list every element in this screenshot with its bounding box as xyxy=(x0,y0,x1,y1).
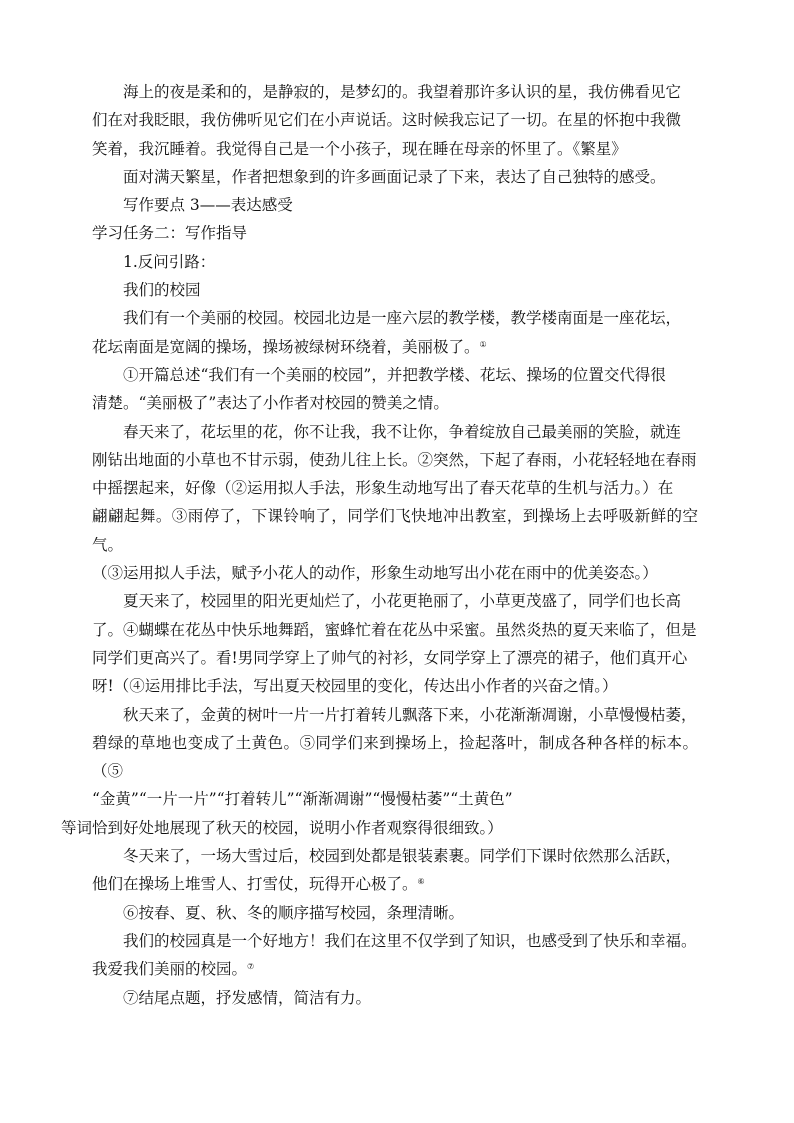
footnote-marker: ⑦ xyxy=(247,962,255,972)
annotation-6 xyxy=(92,899,698,927)
footnote-marker: ⑥ xyxy=(417,877,425,887)
text-line: 秋天来了，金黄的树叶一片一片打着转儿飘落下来，小花渐渐凋谢，小草慢慢枯萎， xyxy=(123,705,697,724)
text-line: 们在对我眨眼，我仿佛听见它们在小声说话。这时候我忘记了一切。在星的怀抱中我微 xyxy=(92,111,682,130)
text-line: 我们有一个美丽的校园。校园北边是一座六层的教学楼，教学楼南面是一座花坛， xyxy=(123,309,682,328)
text-line: 我们的校园 xyxy=(123,281,201,300)
text-line: 我爱我们美丽的校园。 xyxy=(92,960,248,979)
text-line: 春天来了，花坛里的花，你不让我，我不让你，争着绽放自己最美丽的笑脸，就连 xyxy=(123,422,682,441)
writing-point-heading xyxy=(92,191,698,219)
text-line: 海上的夜是柔和的，是静寂的，是梦幻的。我望着那许多认识的星，我仿佛看见它 xyxy=(123,83,682,101)
text-line: 刚钻出地面的小草也不甘示弱，使劲儿往上长。②突然，下起了春雨，小花轻轻地在春雨 xyxy=(92,450,697,469)
text-line: 我们的校园真是一个好地方！我们在这里不仅学到了知识，也感受到了快乐和幸福。 xyxy=(123,931,697,950)
text-line: 碧绿的草地也变成了土黄色。⑤同学们来到操场上，捡起落叶，制成各种各样的标本。（⑤ xyxy=(92,733,698,781)
text-line: 同学们更高兴了。看!男同学穿上了帅气的衬衫，女同学穿上了漂亮的裙子，他们真开心 xyxy=(92,648,688,667)
subheading-rhetorical xyxy=(92,248,698,276)
text-line: 面对满天繁星，作者把想象到的许多画面记录了下来，表达了自己独特的感受。 xyxy=(123,167,666,186)
essay-paragraph-spring xyxy=(92,418,698,588)
text-line: 等词恰到好处地展现了秋天的校园，说明小作者观察得很细致。） xyxy=(61,818,503,837)
text-line: 翩翩起舞。③雨停了，下课铃响了，同学们飞快地冲出教室，到操场上去呼吸新鲜的空气。 xyxy=(92,507,698,554)
annotation-7 xyxy=(92,984,698,1012)
text-line: 花坛南面是宽阔的操场，操场被绿树环绕着，美丽极了。 xyxy=(92,337,480,356)
text-line: ⑦结尾点题，抒发感情，简洁有力。 xyxy=(123,988,372,1007)
document-page xyxy=(61,78,698,1012)
text-line: 夏天来了，校园里的阳光更灿烂了，小花更艳丽了，小草更茂盛了，同学们也长高 xyxy=(123,592,682,611)
text-line: 冬天来了，一场大雪过后，校园到处都是银装素裹。同学们下课时依然那么活跃， xyxy=(123,847,682,866)
task-heading xyxy=(92,219,698,247)
text-line: 写作要点 3——表达感受 xyxy=(123,196,293,215)
text-line: 呀!（④运用排比手法，写出夏天校园里的变化，传达出小作者的兴奋之情。） xyxy=(92,677,618,696)
essay-paragraph-intro xyxy=(92,304,698,361)
text-line: ⑥按春、夏、秋、冬的顺序描写校园，条理清晰。 xyxy=(123,903,465,922)
text-line: “金黄”“一片一片”“打着转儿”“渐渐凋谢”“慢慢枯萎”“土黄色” xyxy=(92,790,513,809)
text-line: ①开篇总述“我们有一个美丽的校园”，并把教学楼、花坛、操场的位置交代得很 xyxy=(123,365,666,384)
essay-title xyxy=(92,276,698,304)
text-line: 1.反问引路： xyxy=(123,252,216,271)
essay-paragraph-autumn xyxy=(61,701,698,842)
text-line: 清楚。“美丽极了”表达了小作者对校园的赞美之情。 xyxy=(92,394,449,413)
text-line: 学习任务二：写作指导 xyxy=(92,224,248,243)
paragraph-fanxing-quote xyxy=(92,78,698,163)
essay-paragraph-conclusion xyxy=(92,927,698,984)
footnote-marker: ① xyxy=(479,339,487,349)
text-line: 笑着，我沉睡着。我觉得自己是一个小孩子，现在睡在母亲的怀里了。《繁星》 xyxy=(92,139,627,158)
text-line: 他们在操场上堆雪人、打雪仗，玩得开心极了。 xyxy=(92,875,418,894)
paragraph-fanxing-comment xyxy=(92,163,698,191)
essay-paragraph-summer xyxy=(92,587,698,700)
text-line: （③运用拟人手法，赋予小花人的动作，形象生动地写出小花在雨中的优美姿态。） xyxy=(92,564,658,583)
essay-paragraph-winter xyxy=(92,842,698,899)
text-line: 了。④蝴蝶在花丛中快乐地舞蹈，蜜蜂忙着在花丛中采蜜。虽然炎热的夏天来临了，但是 xyxy=(92,620,697,639)
annotation-1 xyxy=(92,361,698,418)
text-line: 中摇摆起来，好像（②运用拟人手法，形象生动地写出了春天花草的生机与活力。）在 xyxy=(92,479,674,498)
